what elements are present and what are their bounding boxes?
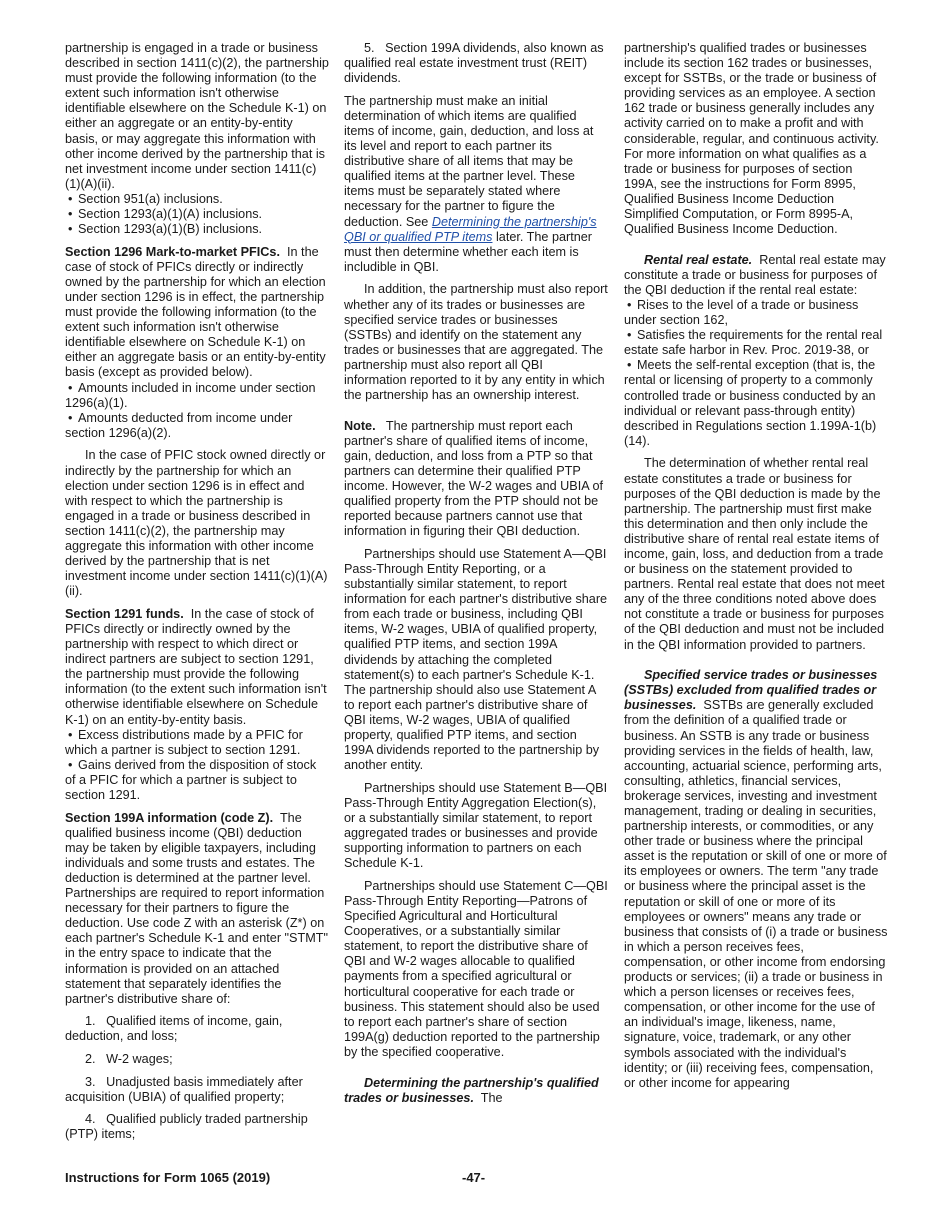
heading-rental-real-estate: Rental real estate. <box>644 252 753 267</box>
note-text: The partnership must report each partner's share of qualified items of income, gain, deduction, and loss from a PTP so that partners can determine their qualified PTP income. However, the W-2 wages and UBIA of qualified property from the PTP should not be reported because partners cannot use that information in figuring their QBI deduction. <box>344 418 604 539</box>
link-determining-qbi[interactable]: Determining the partnership's QBI or qualified PTP items <box>344 214 597 244</box>
bullet-item: • Section 1293(a)(1)(B) inclusions. <box>65 222 329 237</box>
sstb-paragraph <box>624 668 888 1091</box>
heading-determining-trades: Determining the partnership's qualified trades or businesses. <box>344 1075 599 1105</box>
numbered-item-5: 5. Section 199A dividends, also known as qualified real estate investment trust (REIT) dividends. <box>344 41 604 86</box>
bullet-item: • Section 1293(a)(1)(A) inclusions. <box>65 207 329 222</box>
bullet-item: • Gains derived from the disposition of stock of a PFIC for which a partner is subject to section 1291. <box>65 758 329 803</box>
numbered-item-4: 4. Qualified publicly traded partnership (PTP) items; <box>65 1112 308 1142</box>
paragraph-determining-trades <box>344 1076 608 1106</box>
section-1291-paragraph <box>65 607 329 728</box>
paragraph-statement-b: Partnerships should use Statement B—QBI Pass-Through Entity Aggregation Election(s), or a substantially similar statement, to report aggregated trades or businesses and provide supporting information to partners on each Schedule K-1. <box>344 780 608 871</box>
heading-sstb: Specified service trades or businesses (SSTBs) excluded from qualified trades or businesses. <box>624 668 878 713</box>
section-1296-text: In the case of stock of PFICs directly or indirectly owned by the partnership for which an election under section 1296 is in effect, the partnership must provide the following information (to the extent such information isn't otherwise identifiable elsewhere on Schedule K-1) on either an aggregate basis or an entity-by-entity basis (except as provided below). <box>65 244 326 380</box>
note-paragraph <box>344 419 608 540</box>
paragraph-net-investment: partnership is engaged in a trade or business described in section 1411(c)(2), the partnership must provide the following information (to the extent such information isn't otherwise identifiable elsewhere on the Schedule K-1) on either an aggregate or an entity-by-entity basis, or may aggregate this information with other income derived by the partnership that is net investment income under section 1411(c)(1)(A)(ii). <box>65 41 329 191</box>
section-199a-text: The qualified business income (QBI) deduction may be taken by eligible taxpayers, including individuals and some trusts and estates. The deduction is determined at the partner level. Partnerships are required to report information necessary for their partners to figure the deduction. Use code Z with an asterisk (Z*) on each partner's Schedule K-1 and enter "STMT" in the entry space to indicate that the information is provided on an attached statement that separately identifies the partner's distributive share of: <box>65 810 328 1006</box>
rental-real-estate-paragraph <box>624 253 888 298</box>
bullet-item: • Amounts included in income under section 1296(a)(1). <box>65 381 329 411</box>
bullet-item: • Amounts deducted from income under section 1296(a)(2). <box>65 411 329 441</box>
section-199a-paragraph <box>65 811 329 1007</box>
paragraph-statement-c: Partnerships should use Statement C—QBI Pass-Through Entity Reporting—Patrons of Specified Agricultural and Horticultural Cooperatives, or a substantially similar statement, to report the distributive share of QBI and W-2 wages allocable to qualified payments from a specified agricultural or horticultural cooperative for each trade or business. This statement should also be used to report each partner's share of section 199A(g) deduction reported to the partnership by the specified cooperative. <box>344 878 608 1059</box>
bullet-item: • Section 951(a) inclusions. <box>65 192 329 207</box>
paragraph-rental-determination: The determination of whether rental real estate constitutes a trade or business for purposes of the QBI deduction is made by the partnership. The partnership must first make this determination and then only include the distributive share of rental real estate items of income, gain, loss, and deduction from a trade or business on the statement provided to partners. Rental real estate that does not meet any of the three conditions noted above does not constitute a trade or business for purposes of the QBI deduction and must not be included in the QBI information provided to partners. <box>624 456 885 652</box>
note-label: Note. <box>344 418 376 433</box>
bullet-item: • Excess distributions made by a PFIC for which a partner is subject to section 1291. <box>65 728 329 758</box>
bullet-item: • Meets the self-rental exception (that is, the rental or licensing of property to a commonly controlled trade or business conducted by an individual or relevant pass-through entity) described in Regulations section 1.199A-1(b)(14). <box>624 358 888 449</box>
heading-section-1296: Section 1296 Mark-to-market PFICs. <box>65 244 280 259</box>
section-1296-paragraph <box>65 245 329 381</box>
numbered-item-1: 1. Qualified items of income, gain, deduction, and loss; <box>65 1014 283 1044</box>
numbered-item-3: 3. Unadjusted basis immediately after acquisition (UBIA) of qualified property; <box>65 1074 303 1104</box>
rental-real-estate-text: Rental real estate may constitute a trade or business for purposes of the QBI deduction if the rental real estate: <box>624 252 886 297</box>
footer-form-title: Instructions for Form 1065 (2019) <box>65 1170 271 1185</box>
heading-section-1291: Section 1291 funds. <box>65 606 184 621</box>
column-3 <box>624 41 888 1098</box>
spacer <box>624 660 888 668</box>
column-2 <box>344 41 608 1113</box>
column-1 <box>65 41 329 1150</box>
bullet-item: • Satisfies the requirements for the rental real estate safe harbor in Rev. Proc. 2019-38, or <box>624 328 888 358</box>
initial-determination-text-2: later. The partner must then determine whether each item is includible in QBI. <box>344 229 593 274</box>
footer-page-number: -47- <box>462 1170 486 1185</box>
paragraph-qualified-trades: partnership's qualified trades or businesses include its section 162 trades or businesses, except for SSTBs, or the trade or business of providing services as an employee. A section 162 trade or business generally includes any activity carried on to make a profit and with considerable, regular, and continuous activity. For more information on what qualifies as a trade or business for purposes of section 199A, see the instructions for Form 8995, Qualified Business Income Deduction Simplified Computation, or Form 8995-A, Qualified Business Income Deduction. <box>624 41 879 237</box>
determining-trades-text: The <box>480 1090 503 1105</box>
spacer <box>344 411 608 419</box>
sstb-text: SSTBs are generally excluded from the definition of a qualified trade or business. An SSTB is any trade or business providing services in the fields of health, law, accounting, actuarial science, performing arts, consulting, athletics, financial services, brokerage services, investing and investment management, trading or dealing in securities, partnership interests, or commodities, or any other trade or business where the principal asset is the reputation or skill of one or more of its employees or owners. The term "any trade or business where the principal asset is the reputation or skill of one or more of its employees or owners" means any trade or business that consists of (i) a trade or business in which a person receives fees, compensation, or other income from endorsing products or services; (ii) a trade or business in which a person licenses or receives fees, compensation, or other income for the use of an individual's image, likeness, name, signature, voice, trademark, or any other symbols associated with the individual's identity; or (iii) receiving fees, compensation, or other income for appearing <box>624 698 888 1090</box>
bullet-item: • Rises to the level of a trade or business under section 162, <box>624 298 888 328</box>
paragraph-sstb-report: In addition, the partnership must also report whether any of its trades or businesses are specified service trades or businesses (SSTBs) and identify on the statement any trades or businesses that are aggregated. The partnership must also report all QBI information reported to it by any entity in which the partnership has an ownership interest. <box>344 282 608 403</box>
paragraph-statement-a: Partnerships should use Statement A—QBI Pass-Through Entity Reporting, or a substantially similar statement, to report information for each partner's distributive share from each trade or business, including QBI items, W-2 wages, UBIA of qualified property, qualified PTP items, and section 199A dividends by attaching the completed statement(s) to each partner's Schedule K-1. The partnership should also use Statement A to report each partner's distributive share of QBI items, W-2 wages, UBIA of qualified property, qualified PTP items, and section 199A dividends reported to the partnership by another entity. <box>344 546 608 773</box>
section-1291-text: In the case of stock of PFICs directly or indirectly owned by the partnership with respect to which direct or indirect partners are subject to section 1291, the partnership must provide the following information (to the extent such information isn't otherwise identifiable elsewhere on Schedule K-1) on an entity-by-entity basis. <box>65 606 327 727</box>
initial-determination-text: The partnership must make an initial determination of which items are qualified items of income, gain, deduction, and loss at its level and report to each partner its distributive share of all items that may be qualified items at the partner level. These items must be separately stated where necessary for the partner to figure the deduction. See <box>344 93 594 229</box>
paragraph-pfic-stock: In the case of PFIC stock owned directly or indirectly by the partnership for which an election under section 1296 is in effect and with respect to which the partnership is engaged in a trade or business described in section 1411(c)(2), the partnership may aggregate this information with other income derived by the partnership that is net investment income under section 1411(c)(1)(A)(ii). <box>65 448 328 599</box>
spacer <box>624 245 888 253</box>
numbered-item-2: 2. W-2 wages; <box>85 1052 173 1066</box>
spacer <box>344 1068 608 1076</box>
heading-section-199a: Section 199A information (code Z). <box>65 810 274 825</box>
paragraph-initial-determination <box>344 94 608 275</box>
